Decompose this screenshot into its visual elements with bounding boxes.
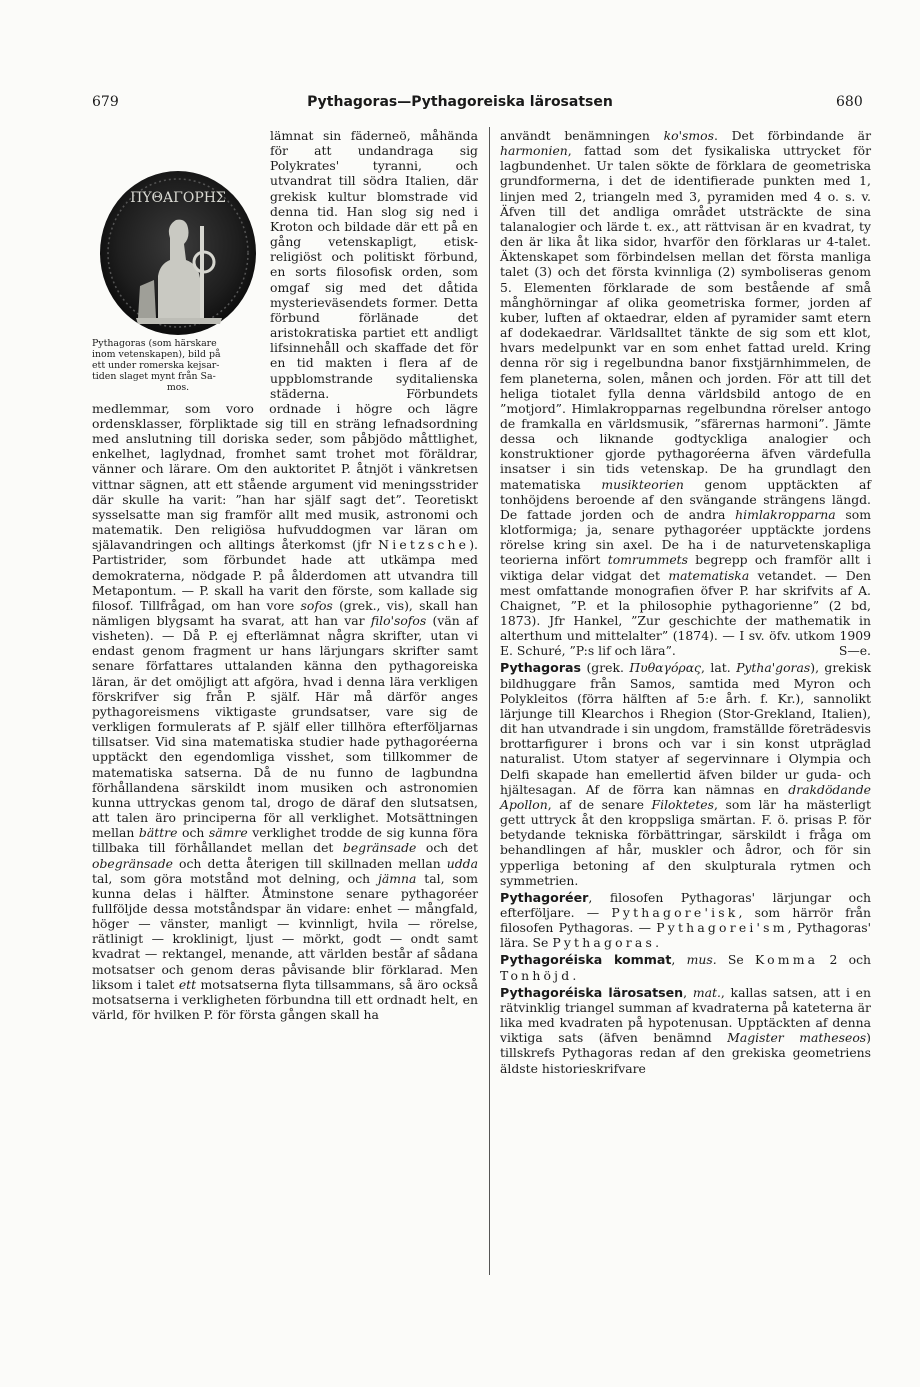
column-divider bbox=[489, 127, 490, 1275]
page-header bbox=[0, 94, 920, 118]
figure-caption bbox=[92, 338, 264, 393]
entry-pythagoreer: Pythagoréer, filosofen Pythagoras' lärjungar och efterföljare. — Pythagore'isk, som härrör från filosofen Pythagoras. — Pythagorei'sm, Pythagoras' lära. Se Pythagoras. bbox=[500, 889, 871, 951]
running-title: Pythagoras—Pythagoreiska lärosatsen bbox=[307, 94, 613, 110]
entry-pythagoreiska-kommat: Pythagoréiska kommat, mus. Se Komma 2 och Tonhöjd. bbox=[500, 952, 871, 983]
left-page-number: 679 bbox=[92, 94, 119, 110]
article-text-continued: användt benämningen ko'smos. Det förbindande är harmonien, fattad som det fysikaliska uttrycket för lagbundenhet. Ur talen sökte de förklara de geometriska grundformerna, i det de identifierade punkten med 1, linjen med 2, triangeln med 3, pyramiden med 4 o. s. v. Äfven till det andliga området utsträckte de sina talanalogier och lärde t. ex., att rättvisan är en kvadrat, ty den är lika åt lika sidor, hvarför den förklaras ur 4-talet. Äktenskapet som förbindelsen mellan det första manliga talet (3) och det första kvinnliga (2) symboliseras genom 5. Elementen förklarade de som bestående af små månghörningar af olika geometriska former, jorden af kuber, luften af oktaedrar, elden af pyramider samt etern af dodekaedrar. Världsalltet tänkte de sig som ett klot, hvars medelpunkt var en som enhet fattad ureld. Kring denna rör sig i regelbundna banor fixstjärnhimmelen, de fem planeterna, solen, månen och jorden. För att till det heliga tiotalet fylla denna världsbild antogo de en ”motjord”. Himlakropparnas regelbundna rörelser antogo de framkalla en världsmusik, ”sfärernas harmoni”. Jämte dessa och liknande godtyckliga analogier och konstruktioner gjorde pythagoréerna äfven värdefulla insatser i sin tids vetenskap. De ha grundlagt den matematiska musikteorien genom upptäckten af tonhöjdens beroende af den svängande strängens längd. De fattade jorden och de andra himlakropparna som klotformiga; ja, senare pythagoréer upptäckte jordens rörelse kring sin axel. De ha i de naturvetenskapliga teorierna infört tomrummets begrepp och framför allt i viktiga delar vidgat det matematiska vetandet. — Den mest omfattande monografien öfver P. har skrifvits af A. Chaignet, ”P. et la philosophie pythagorienne” (2 bd, 1873). Jfr Hankel, ”Zur geschichte der mathematik in alterthum und mittelalter” (1874). — I sv. öfv. utkom 1909 E. Schuré, ”P:s lif och lära”. S—e. bbox=[500, 128, 871, 659]
caption-line: inom vetenskapen), bild på bbox=[92, 349, 221, 360]
entry-headword: Pythagoréer bbox=[500, 889, 589, 905]
entry-headword: Pythagoras bbox=[500, 660, 582, 676]
entry-headword: Pythagoréiska lärosatsen bbox=[500, 984, 684, 1000]
caption-line: tiden slaget mynt från Sa- bbox=[92, 371, 216, 382]
right-page-number: 680 bbox=[836, 94, 863, 110]
left-column bbox=[92, 128, 478, 1022]
entry-pythagoreiska-larosatsen: Pythagoréiska lärosatsen, mat., kallas satsen, att i en rätvinklig triangel summan af kvadraterna på kateterna är lika med kvadraten på hypotenusan. Upptäckten af denna viktiga sats (äfven benämnd Magister matheseos) tillskrefs Pythagoras redan af den grekiska geometriens äldste historieskrifvare bbox=[500, 984, 871, 1076]
caption-line: Pythagoras (som härskare bbox=[92, 338, 217, 349]
coin-figure bbox=[92, 128, 264, 393]
coin-inscription: ΠΥΘΑΓΟΡΗΣ bbox=[130, 190, 226, 206]
caption-line: mos. bbox=[166, 382, 190, 393]
author-signature: S—e. bbox=[838, 643, 871, 659]
right-column bbox=[500, 128, 871, 1076]
coin-image bbox=[96, 168, 260, 338]
article-text: lämnat sin fäderneö, måhända för att undandraga sig Polykrates' tyranni, och utvandrat till södra Italien, där grekisk kultur blomstrade vid denna tid. Han slog sig ned i Kroton och bildade där ett på en gång vetenskapligt, etisk-religiöst och politiskt förbund, en sorts filosofisk orden, som omgaf sig med det dåtida mysterieväsendets former. Detta förbund förlänade det aristokratiska partiet ett andligt lifsinnehåll och skaffade det för en tid makten i flera af de uppblomstrande syditalienska städerna. Förbundets medlemmar, som voro ordnade i högre och lägre ordensklasser, förpliktade sig till en sträng lefnadsordning med anslutning till doriska seder, som påbjödo måttlighet, enkelhet, laglydnad, fromhet samt trohet mot föräldrar, vänner och lärare. Om den auktoritet P. åtnjöt i vänkretsen vittnar sägnen, att ett stående argument vid meningsstrider där skulle ha varit: ”han har själf sagt det”. Teoretiskt sysselsatte man sig framför allt med musik, astronomi och matematik. Den religiösa hufvuddogmen var läran om själavandringen och alltings återkomst (jfr Nietzsche). Partistrider, som förbundet hade att utkämpa med demokraterna, nödgade P. på ålderdomen att utvandra till Metapontum. — P. skall ha varit den förste, som kallade sig filosof. Tillfrågad, om han vore sofos (grek., vis), skall han nämligen blygsamt ha svarat, att han var filo'sofos (vän af visheten). — Då P. ej efterlämnat några skrifter, utan vi endast genom fragment ur hans lärjungars skrifter samt senare författares uttalanden känna den pythagoreiska läran, är det omöjligt att afgöra, hvad i denna lära verkligen förskrifver sig från P. själf. Här må därför anges pythagoreismens viktigaste grundsatser, vare sig de verkligen formulerats af P. själf eller tillhöra efterföljarnas tillsatser. Vid sina matematiska studier hade pythagoréerna upptäckt den egendomliga visshet, som tillkommer de matematiska satserna. Då de nu funno de lagbundna förhållandena särskildt inom musiken och astronomien kunna uttryckas genom tal, drogo de däraf den slutsatsen, att talen äro principerna för all verklighet. Motsättningen mellan bättre och sämre verklighet trodde de sig kunna föra tillbaka till förhållandet mellan det begränsade och det obegränsade och detta återigen till skillnaden mellan udda tal, som göra motstånd mot delning, och jämna tal, som kunna delas i hälfter. Åtminstone senare pythagoréer fullföljde dessa motståndspar än vidare: enhet — mångfald, höger — vänster, manligt — kvinnligt, hvila — rörelse, rätlinigt — kroklinigt, ljust — mörkt, godt — ondt samt kvadrat — rektangel, menande, att världen består af sådana motsatser och genom deras påvisande blir förklarad. Men liksom i talet ett motsatserna flyta tillsammans, så äro också motsatserna i verkligheten förbundna till ett ordnadt helt, en värld, för hvilken P. för första gången skall ha bbox=[92, 128, 478, 1023]
entry-pythagoras-sculptor: Pythagoras (grek. Πυθαγόρας, lat. Pytha'goras), grekisk bildhuggare från Samos, samtida med Myron och Polykleitos (förra hälften af 5:e årh. f. Kr.), sannolikt lärjunge till Klearchos i Rhegion (Stor-Grekland, Italien), dit han utvandrade i sin ungdom, framställde företrädesvis brottarfigurer i brons och var i sin konst utpräglad naturalist. Utom statyer af segervinnare i Olympia och Delfi skapade han emellertid äfven bilder ur guda- och hjältesagan. Af de förra kan nämnas en drakdödande Apollon, af de senare Filoktetes, som lär ha mästerligt gett uttryck åt den kroppsliga smärtan. F. ö. prisas P. för betydande tekniska förbättringar, särskildt i fråga om behandlingen af hår, muskler och ådror, och för sin ypperliga betoning af den skulpturala rytmen och symmetrien. bbox=[500, 660, 871, 888]
entry-headword: Pythagoréiska kommat bbox=[500, 952, 672, 968]
caption-line: ett under romerska kejsar- bbox=[92, 360, 220, 371]
